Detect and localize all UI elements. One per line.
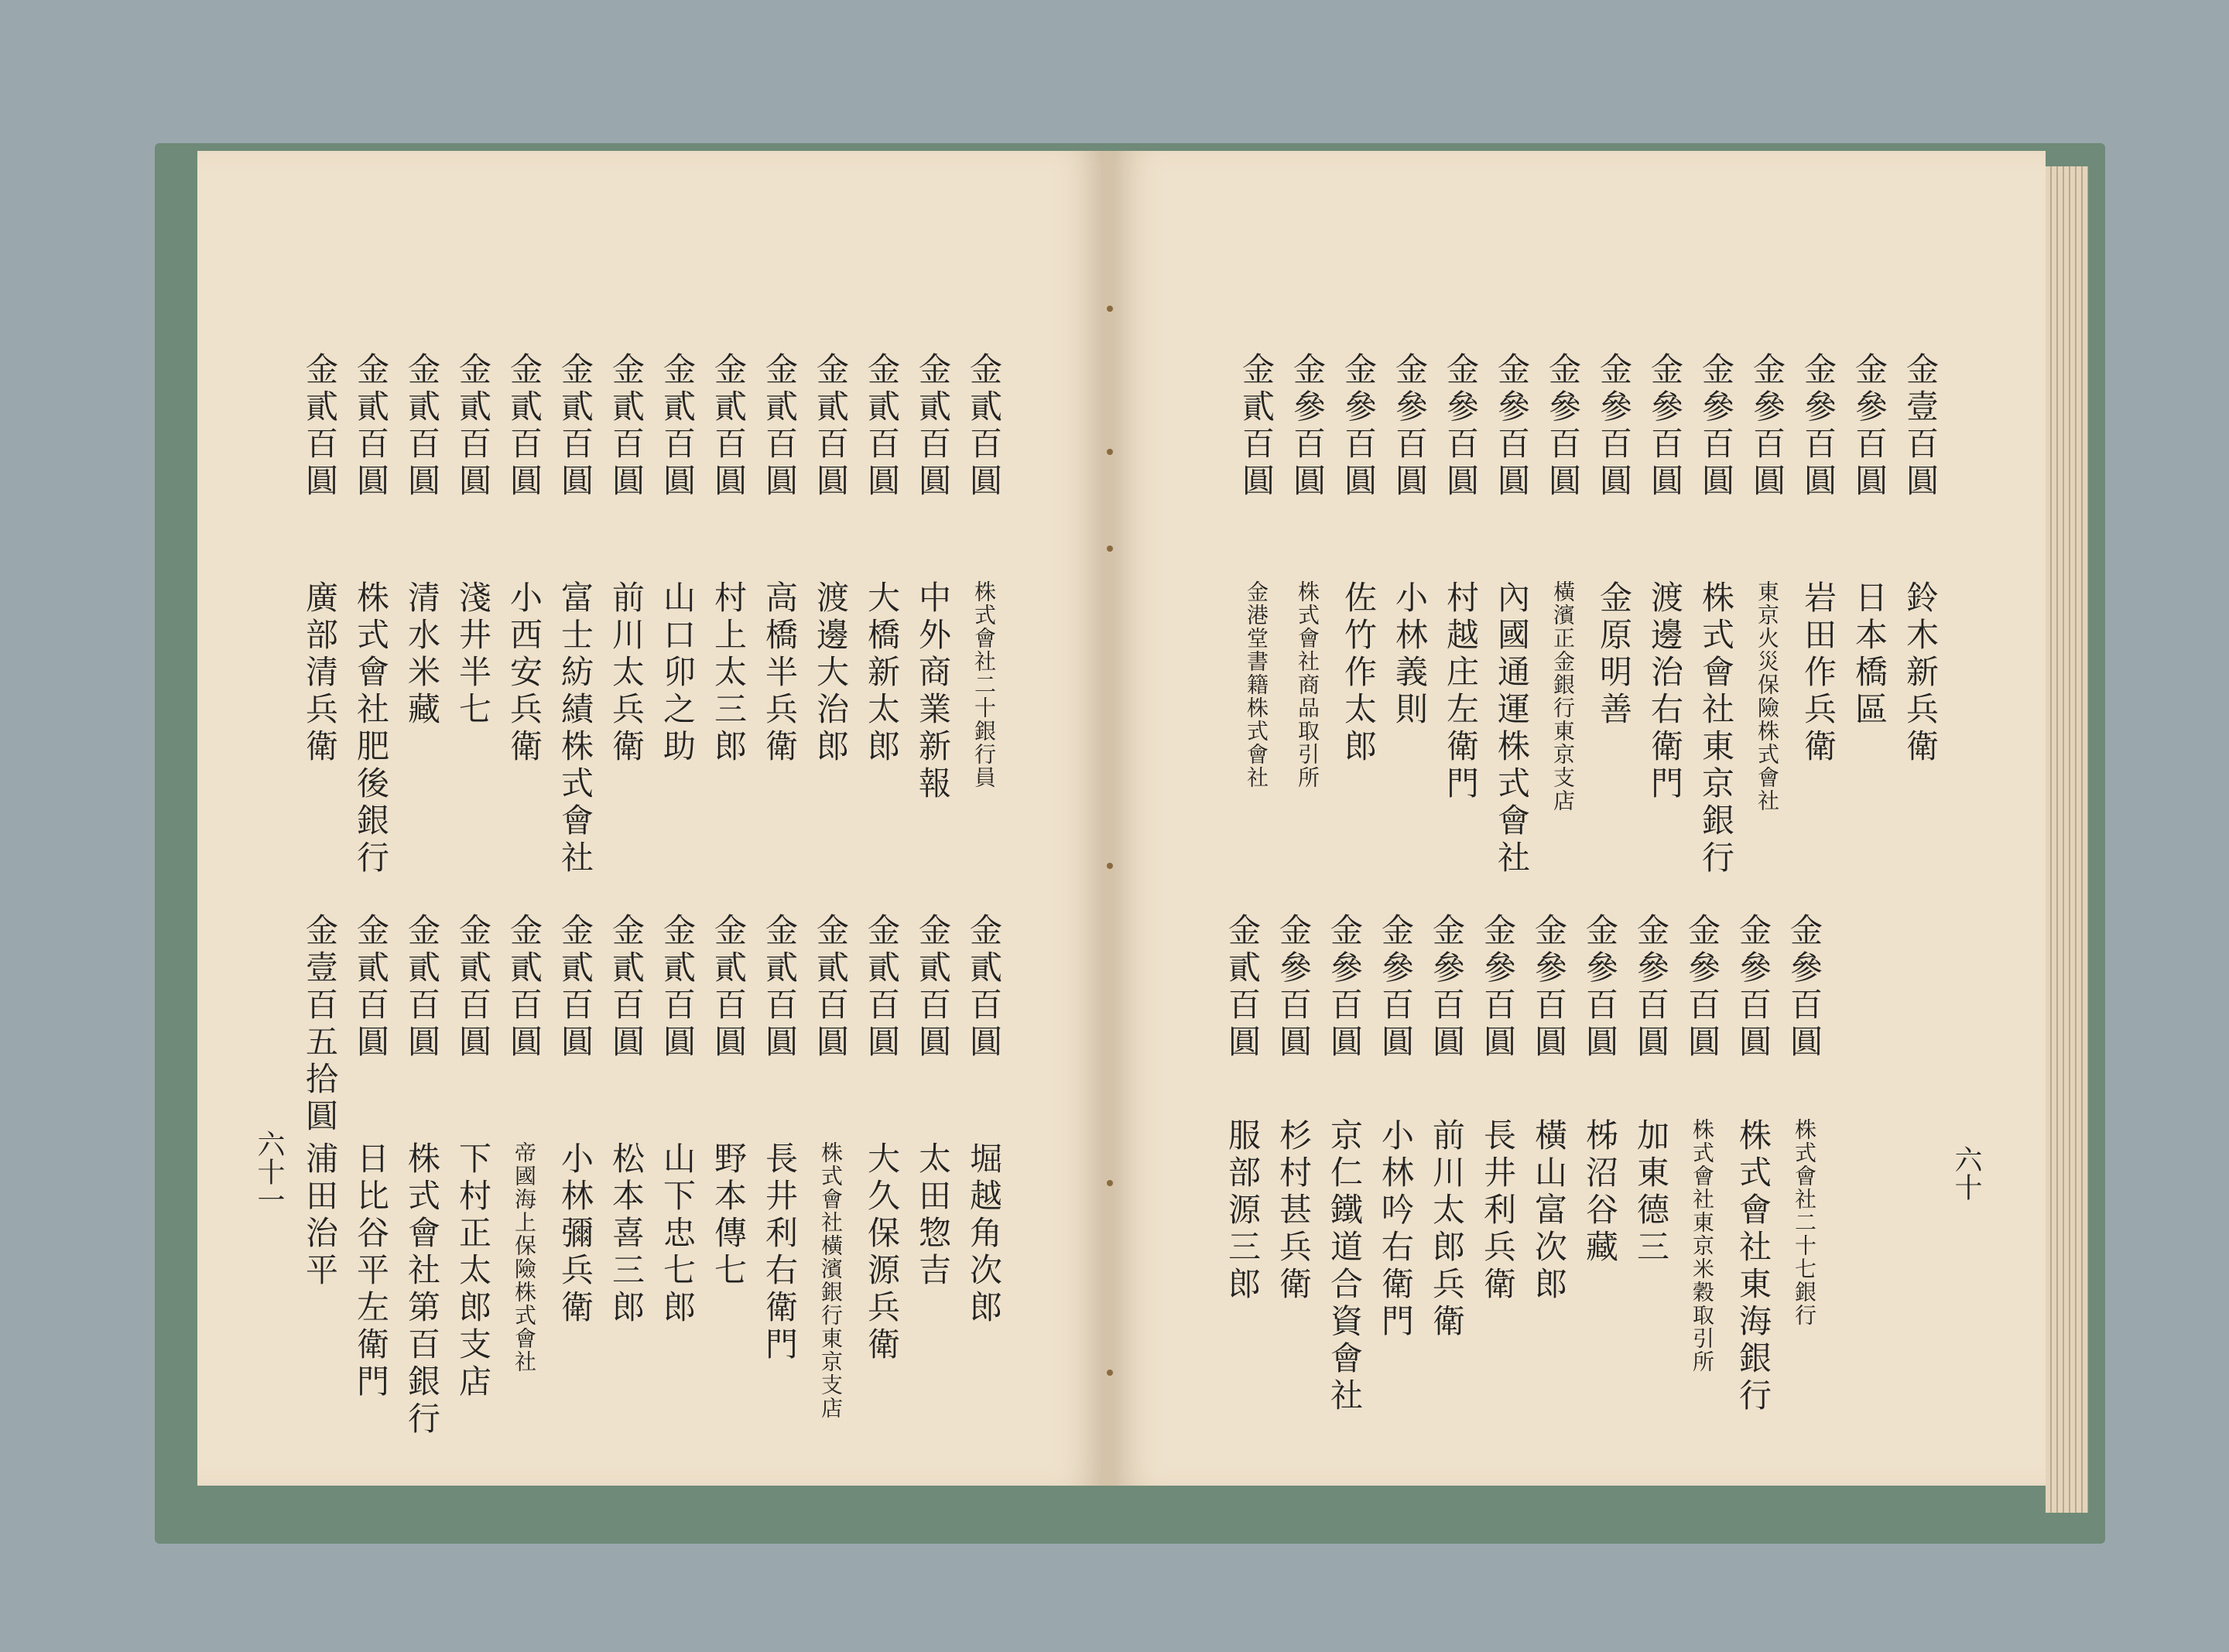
donation-amount: 金參百圓 <box>1340 352 1378 501</box>
donation-amount: 金貳百圓 <box>505 352 543 501</box>
donation-amount: 金參百圓 <box>1786 913 1823 1062</box>
binding-stitch <box>1107 1180 1113 1186</box>
donor-name: 株式會社二十七銀行 <box>1792 1118 1817 1327</box>
donation-amount: 金參百圓 <box>1646 352 1684 501</box>
donation-amount: 金參百圓 <box>1595 352 1633 501</box>
donation-amount: 金貳百圓 <box>659 913 697 1062</box>
donation-amount: 金貳百圓 <box>403 352 441 501</box>
donor-name: 株式會社橫濱銀行東京支店 <box>818 1141 844 1420</box>
left-page-number: 六十一 <box>253 1130 285 1213</box>
donation-amount: 金貳百圓 <box>608 352 645 501</box>
donation-amount: 金貳百圓 <box>965 352 1003 501</box>
donation-amount: 金參百圓 <box>1442 352 1480 501</box>
donor-name: 下村正太郎支店 <box>454 1141 492 1401</box>
donor-name: 鈴木新兵衛 <box>1902 580 1940 766</box>
donor-name: 杉村甚兵衛 <box>1275 1118 1313 1304</box>
donation-amount: 金參百圓 <box>1377 913 1415 1062</box>
donation-amount: 金貳百圓 <box>710 352 748 501</box>
donor-name: 前川太兵衛 <box>608 580 645 766</box>
binding-stitch <box>1107 863 1113 869</box>
donation-amount: 金貳百圓 <box>556 913 594 1062</box>
donation-amount: 金參百圓 <box>1734 913 1772 1062</box>
donation-amount: 金貳百圓 <box>301 352 339 501</box>
donor-name: 山下忠七郎 <box>659 1141 697 1327</box>
donor-name: 小西安兵衛 <box>505 580 543 766</box>
donation-amount: 金貳百圓 <box>505 913 543 1062</box>
donation-amount: 金參百圓 <box>1289 352 1327 501</box>
donation-amount: 金參百圓 <box>1275 913 1313 1062</box>
donor-name: 加東德三 <box>1632 1118 1670 1267</box>
book-gutter <box>1103 151 1113 1486</box>
donor-name: 長井利兵衛 <box>1479 1118 1517 1304</box>
donation-amount: 金參百圓 <box>1697 352 1735 501</box>
donor-name: 株式會社商品取引所 <box>1295 580 1320 789</box>
donation-amount: 金參百圓 <box>1683 913 1721 1062</box>
donor-name: 柹沼谷藏 <box>1581 1118 1619 1267</box>
donor-name: 浦田治平 <box>301 1141 339 1290</box>
donor-name: 株式會社東京米穀取引所 <box>1690 1118 1715 1373</box>
donor-name: 渡邊大治郎 <box>812 580 850 766</box>
donation-amount: 金貳百圓 <box>659 352 697 501</box>
donation-amount: 金貳百圓 <box>863 913 901 1062</box>
donation-amount: 金貳百圓 <box>1224 913 1262 1062</box>
donor-name: 橫山富次郎 <box>1530 1118 1568 1304</box>
donor-name: 太田惣吉 <box>914 1141 952 1290</box>
donation-amount: 金貳百圓 <box>608 913 645 1062</box>
donor-name: 堀越角次郎 <box>965 1141 1003 1327</box>
donor-name: 大橋新太郎 <box>863 580 901 766</box>
donation-amount: 金貳百圓 <box>965 913 1003 1062</box>
binding-stitch <box>1107 546 1113 552</box>
donor-name: 日本橋區 <box>1851 580 1888 729</box>
donor-name: 廣部清兵衛 <box>301 580 339 766</box>
donation-amount: 金參百圓 <box>1851 352 1888 501</box>
donor-name: 村越庄左衛門 <box>1442 580 1480 803</box>
donation-amount: 金貳百圓 <box>863 352 901 501</box>
binding-stitch <box>1107 449 1113 455</box>
donor-name: 高橋半兵衛 <box>761 580 799 766</box>
donor-name: 株式會社肥後銀行 <box>352 580 390 877</box>
binding-stitch <box>1107 306 1113 312</box>
donation-amount: 金參百圓 <box>1493 352 1531 501</box>
donor-name: 小林義則 <box>1391 580 1429 729</box>
donor-name: 服部源三郎 <box>1224 1118 1262 1304</box>
donation-amount: 金貳百圓 <box>454 913 492 1062</box>
donor-name: 山口卯之助 <box>659 580 697 766</box>
donor-name: 帝國海上保險株式會社 <box>512 1141 537 1373</box>
donation-amount: 金貳百圓 <box>812 352 850 501</box>
donor-name: 野本傳七 <box>710 1141 748 1290</box>
donor-name: 淺井半七 <box>454 580 492 729</box>
donor-name: 渡邊治右衛門 <box>1646 580 1684 803</box>
donation-amount: 金貳百圓 <box>914 913 952 1062</box>
donation-amount: 金參百圓 <box>1544 352 1582 501</box>
donor-name: 松本喜三郎 <box>608 1141 645 1327</box>
donation-amount: 金參百圓 <box>1326 913 1364 1062</box>
donor-name: 金原明善 <box>1595 580 1633 729</box>
donor-name: 株式會社第百銀行 <box>403 1141 441 1438</box>
donation-amount: 金貳百圓 <box>914 352 952 501</box>
donation-amount: 金參百圓 <box>1799 352 1837 501</box>
donation-amount: 金貳百圓 <box>812 913 850 1062</box>
donor-name: 前川太郎兵衛 <box>1428 1118 1466 1341</box>
donation-amount: 金貳百圓 <box>454 352 492 501</box>
donor-name: 金港堂書籍株式會社 <box>1244 580 1269 789</box>
donor-name: 株式會社二十銀行員 <box>971 580 997 789</box>
donor-name: 東京火災保險株式會社 <box>1755 580 1780 812</box>
donation-amount: 金參百圓 <box>1391 352 1429 501</box>
donation-amount: 金貳百圓 <box>352 913 390 1062</box>
donor-name: 小林彌兵衛 <box>556 1141 594 1327</box>
donation-amount: 金參百圓 <box>1632 913 1670 1062</box>
donor-name: 京仁鐵道合資會社 <box>1326 1118 1364 1415</box>
donation-amount: 金貳百圓 <box>403 913 441 1062</box>
donor-name: 日比谷平左衛門 <box>352 1141 390 1401</box>
page-edges <box>2046 166 2088 1513</box>
donation-amount: 金貳百圓 <box>556 352 594 501</box>
donation-amount: 金參百圓 <box>1748 352 1786 501</box>
donation-amount: 金貳百圓 <box>352 352 390 501</box>
donor-name: 富士紡績株式會社 <box>556 580 594 877</box>
donor-name: 小林吟右衛門 <box>1377 1118 1415 1341</box>
donor-name: 長井利右衛門 <box>761 1141 799 1364</box>
donation-amount: 金貳百圓 <box>1238 352 1275 501</box>
donation-amount: 金貳百圓 <box>761 352 799 501</box>
donation-amount: 金參百圓 <box>1428 913 1466 1062</box>
donor-name: 佐竹作太郎 <box>1340 580 1378 766</box>
donation-amount: 金貳百圓 <box>761 913 799 1062</box>
donor-name: 株式會社東京銀行 <box>1697 580 1735 877</box>
donation-amount: 金參百圓 <box>1581 913 1619 1062</box>
donation-amount: 金壹百五拾圓 <box>301 913 339 1136</box>
donation-amount: 金參百圓 <box>1479 913 1517 1062</box>
right-page-number: 六十 <box>1950 1145 1982 1201</box>
donor-name: 內國通運株式會社 <box>1493 580 1531 877</box>
donor-name: 橫濱正金銀行東京支店 <box>1550 580 1576 812</box>
donor-name: 岩田作兵衛 <box>1799 580 1837 766</box>
donation-amount: 金貳百圓 <box>710 913 748 1062</box>
donor-name: 村上太三郎 <box>710 580 748 766</box>
binding-stitch <box>1107 1370 1113 1376</box>
donation-amount: 金壹百圓 <box>1902 352 1940 501</box>
donation-amount: 金參百圓 <box>1530 913 1568 1062</box>
donor-name: 株式會社東海銀行 <box>1734 1118 1772 1415</box>
donor-name: 大久保源兵衛 <box>863 1141 901 1364</box>
donor-name: 清水米藏 <box>403 580 441 729</box>
donor-name: 中外商業新報 <box>914 580 952 803</box>
